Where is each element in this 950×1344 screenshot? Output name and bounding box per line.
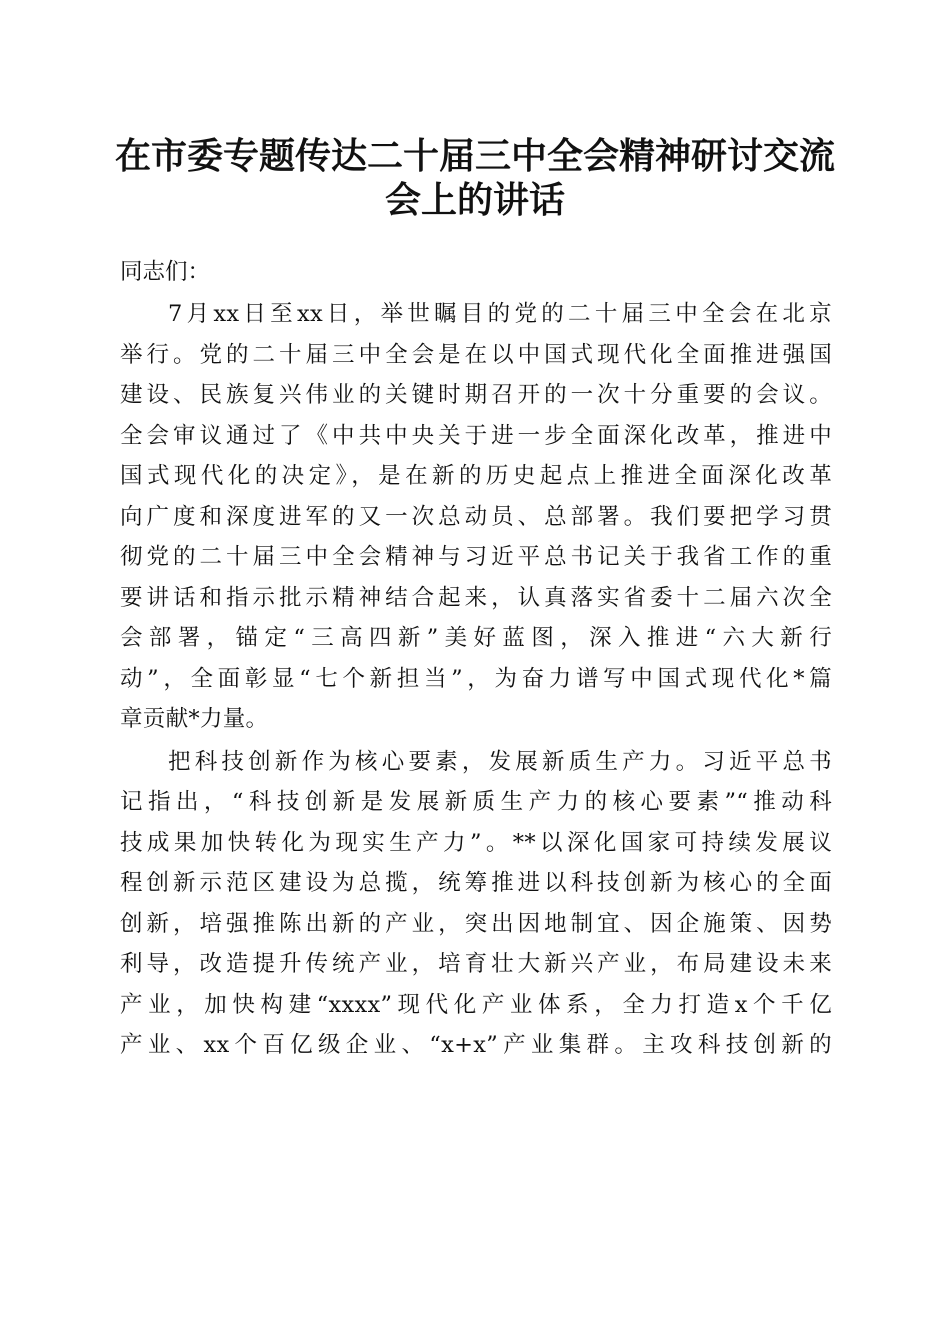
paragraph-line: 举行。党的二十届三中全会是在以中国式现代化全面推进强国 bbox=[120, 341, 832, 368]
paragraph-line: 利导，改造提升传统产业，培育壮大新兴产业，布局建设未来 bbox=[120, 951, 832, 977]
paragraph-line: 程创新示范区建设为总揽，统筹推进以科技创新为核心的全面 bbox=[120, 870, 832, 896]
paragraph-line: 国式现代化的决定》，是在新的历史起点上推进全面深化改革 bbox=[120, 463, 832, 489]
paragraph-line: 动”，全面彰显“七个新担当”，为奋力谱写中国式现代化*篇 bbox=[120, 665, 832, 692]
paragraph-line: 7月xx日至xx日，举世瞩目的党的二十届三中全会在北京 bbox=[168, 301, 832, 327]
paragraph-line: 产业、xx个百亿级企业、“x+x”产业集群。主攻科技创新的 bbox=[120, 1032, 832, 1058]
greeting: 同志们： bbox=[120, 259, 211, 285]
paragraph-line: 向广度和深度进军的又一次总动员、总部署。我们要把学习贯 bbox=[120, 503, 832, 530]
paragraph-line: 彻党的二十届三中全会精神与习近平总书记关于我省工作的重 bbox=[120, 544, 832, 570]
paragraph-line: 把科技创新作为核心要素，发展新质生产力。习近平总书 bbox=[168, 748, 832, 775]
paragraph-2 bbox=[120, 742, 832, 1066]
paragraph-line: 要讲话和指示批示精神结合起来，认真落实省委十二届六次全 bbox=[120, 584, 832, 611]
document-body bbox=[120, 252, 832, 1068]
paragraph-line: 技成果加快转化为现实生产力”。**以深化国家可持续发展议 bbox=[120, 829, 832, 856]
paragraph-line: 建设、民族复兴伟业的关键时期召开的一次十分重要的会议。 bbox=[120, 382, 832, 408]
paragraph-line: 章贡献*力量。 bbox=[120, 706, 269, 732]
title-line-1: 在市委专题传达二十届三中全会精神研讨交流 bbox=[114, 135, 835, 177]
paragraph-line: 会部署，锚定“三高四新”美好蓝图，深入推进“六大新行 bbox=[120, 625, 832, 651]
document-title bbox=[100, 134, 850, 222]
paragraph-line: 产业，加快构建“xxxx”现代化产业体系，全力打造x个千亿 bbox=[120, 991, 832, 1018]
paragraph-line: 创新，培强推陈出新的产业，突出因地制宜、因企施策、因势 bbox=[120, 910, 832, 937]
title-line-2: 会上的讲话 bbox=[384, 179, 565, 221]
paragraph-line: 全会审议通过了《中共中央关于进一步全面深化改革，推进中 bbox=[120, 422, 832, 449]
paragraph-line: 记指出，“科技创新是发展新质生产力的核心要素”“推动科 bbox=[120, 789, 832, 815]
paragraph-1 bbox=[120, 294, 832, 740]
